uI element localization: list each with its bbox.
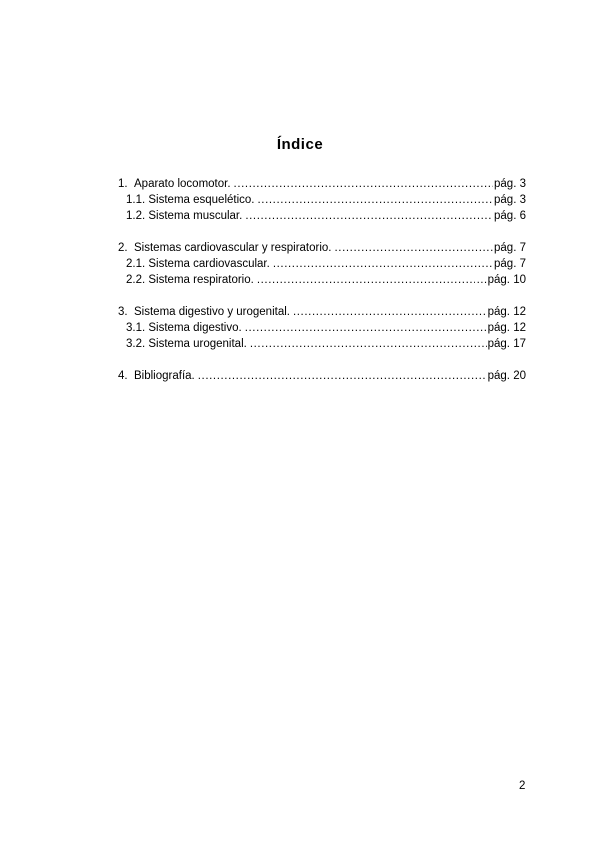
toc-entry-3-2: [118, 336, 526, 352]
toc-leader-dots: [258, 192, 494, 208]
toc-leader-dots: [250, 336, 487, 352]
toc-entry-4: [118, 368, 526, 384]
toc-entry-number: 3.: [118, 306, 128, 318]
toc-entry-page: pág. 3: [494, 194, 526, 206]
toc-entry-number: 2.: [118, 242, 128, 254]
toc-entry-page: pág. 3: [494, 178, 526, 190]
page-number: 2: [519, 780, 526, 792]
toc-entry-label: Aparato locomotor.: [134, 178, 231, 190]
toc-entry-label: Sistema digestivo y urogenital.: [134, 306, 290, 318]
toc-entry-1: [118, 176, 526, 192]
toc-entry-number: 1.: [118, 178, 128, 190]
toc-leader-dots: [335, 240, 494, 256]
toc-entry-number: 4.: [118, 370, 128, 382]
toc-entry-label: 1.2. Sistema muscular.: [126, 210, 243, 222]
toc-leader-dots: [198, 368, 487, 384]
toc-entry-2-2: [118, 272, 526, 288]
toc-entry-page: pág. 7: [494, 258, 526, 270]
toc-entry-page: pág. 20: [487, 370, 526, 382]
toc-entry-label: 3.2. Sistema urogenital.: [126, 338, 247, 350]
toc-leader-dots: [245, 320, 487, 336]
toc-entry-2-1: [118, 256, 526, 272]
toc-leader-dots: [273, 256, 493, 272]
table-of-contents: [118, 176, 526, 384]
toc-entry-label: Sistemas cardiovascular y respiratorio.: [134, 242, 332, 254]
toc-entry-page: …pág. 10: [476, 274, 526, 286]
toc-entry-3: [118, 304, 526, 320]
toc-entry-label: 2.1. Sistema cardiovascular.: [126, 258, 270, 270]
page-title: Índice: [276, 136, 324, 153]
toc-leader-dots: [293, 304, 487, 320]
toc-entry-1-1: [118, 192, 526, 208]
toc-leader-dots: [245, 208, 493, 224]
toc-entry-2: [118, 240, 526, 256]
toc-leader-dots: [234, 176, 493, 192]
toc-entry-label: 1.1. Sistema esquelético.: [126, 194, 255, 206]
toc-entry-page: pág. 6: [494, 210, 526, 222]
toc-entry-label: 2.2. Sistema respiratorio.: [126, 274, 254, 286]
toc-leader-dots: [257, 272, 475, 288]
toc-entry-1-2: [118, 208, 526, 224]
toc-entry-label: 3.1. Sistema digestivo.: [126, 322, 242, 334]
toc-entry-3-1: [118, 320, 526, 336]
toc-entry-page: pág. 17: [487, 338, 526, 350]
toc-entry-page: pág. 7: [494, 242, 526, 254]
toc-entry-page: pág. 12: [487, 306, 526, 318]
toc-entry-page: pág. 12: [487, 322, 526, 334]
toc-entry-label: Bibliografía.: [134, 370, 195, 382]
